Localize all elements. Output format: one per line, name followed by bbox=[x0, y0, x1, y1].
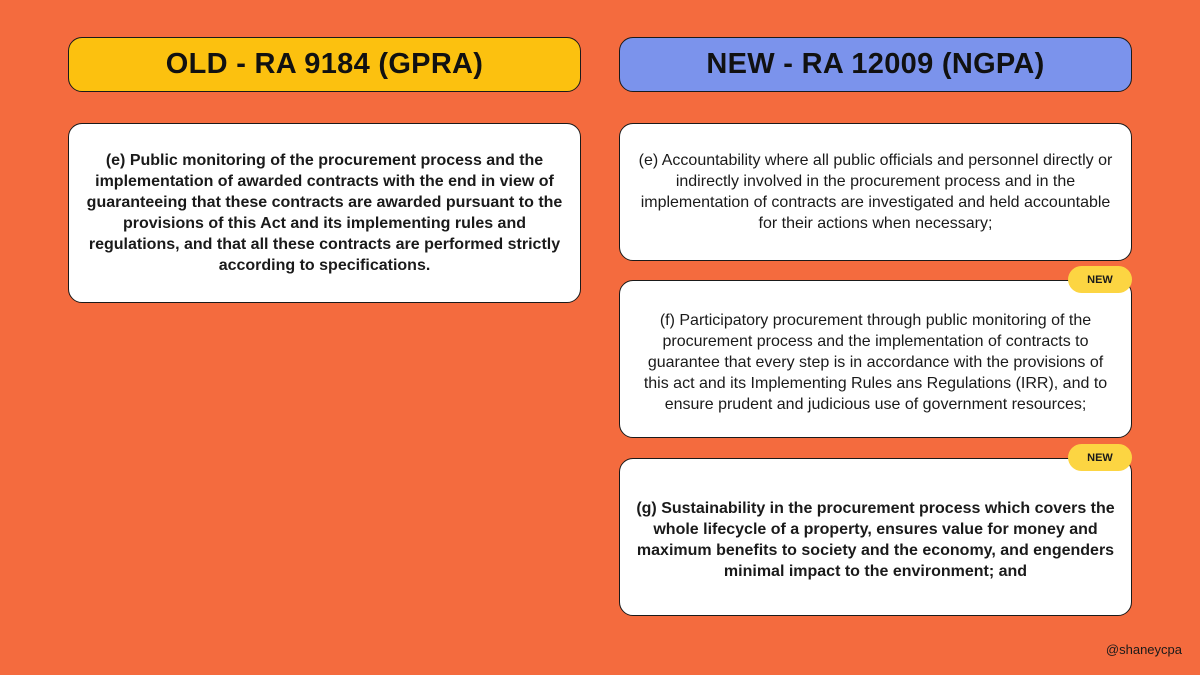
old-law-header bbox=[68, 37, 581, 92]
author-credit: @shaneycpa bbox=[1105, 642, 1182, 657]
new-provision-text-f: (f) Participatory procurement through public monitoring of the procurement process and the implementation of contracts to guarantee that every step is in accordance with the provisions of this act and its Implementing Rules ans Regulations (IRR), and to ensure prudent and judicious use of government resources; bbox=[643, 311, 1108, 413]
new-provision-card-g bbox=[619, 458, 1132, 616]
old-provision-card bbox=[68, 123, 581, 303]
new-law-title: NEW - RA 12009 (NGPA) bbox=[706, 48, 1045, 80]
new-provision-card-e bbox=[619, 123, 1132, 261]
old-provision-text: (e) Public monitoring of the procurement process and the implementation of awarded contracts with the end in view of guaranteeing that these contracts are awarded pursuant to the provisions of this Act and its implementing rules and regulations, and that all these contracts are performed strictly according to specifications. bbox=[86, 152, 563, 274]
new-provision-text-g: (g) Sustainability in the procurement process which covers the whole lifecycle of a property, ensures value for money and maximum benefits to society and the economy, and engenders minimal impact to the environment; and bbox=[636, 500, 1115, 580]
new-provision-card-f bbox=[619, 280, 1132, 438]
new-provision-text-e: (e) Accountability where all public officials and personnel directly or indirectly involved in the procurement process and in the implementation of contracts are investigated and held accountable for their actions when necessary; bbox=[638, 152, 1113, 232]
new-badge bbox=[1068, 266, 1132, 293]
new-badge-label: NEW bbox=[1087, 273, 1113, 286]
new-badge bbox=[1068, 444, 1132, 471]
new-badge-label: NEW bbox=[1087, 451, 1113, 464]
new-law-header bbox=[619, 37, 1132, 92]
old-law-title: OLD - RA 9184 (GPRA) bbox=[165, 48, 484, 80]
